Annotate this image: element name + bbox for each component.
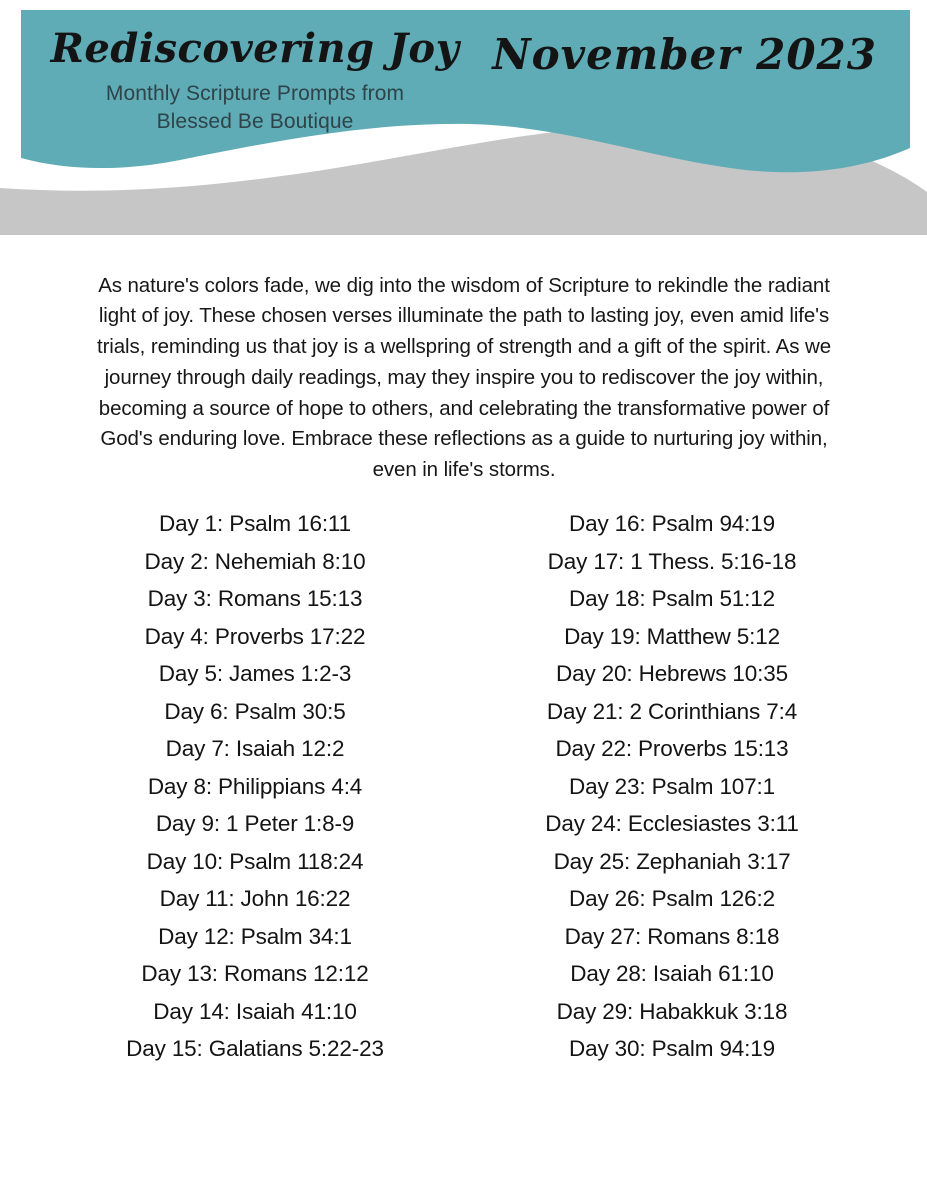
verse-list-item: Day 1: Psalm 16:11 — [159, 511, 351, 536]
verse-list-item: Day 26: Psalm 126:2 — [568, 886, 775, 911]
verse-list-item: Day 19: Matthew 5:12 — [564, 623, 780, 649]
verse-list-item: Day 3: Romans 15:13 — [147, 586, 363, 611]
verse-list-item: Day 22: Proverbs 15:13 — [555, 736, 789, 761]
verse-list-container — [60, 505, 867, 1068]
verse-list-item: Day 27: Romans 8:18 — [564, 923, 780, 949]
verse-list-item: Day 7: Isaiah 12:2 — [165, 736, 345, 761]
verse-list-item: Day 9: 1 Peter 1:8-9 — [155, 811, 355, 836]
verse-list-item: Day 14: Isaiah 41:10 — [153, 998, 357, 1024]
verse-list-item: Day 21: 2 Corinthians 7:4 — [546, 698, 798, 724]
verse-list-item: Day 17: 1 Thess. 5:16-18 — [547, 548, 797, 574]
issue-date: November 2023 — [492, 30, 877, 79]
verse-list-item: Day 24: Ecclesiastes 3:11 — [545, 811, 799, 836]
verse-list-item: Day 10: Psalm 118:24 — [146, 848, 364, 874]
verse-list-item: Day 4: Proverbs 17:22 — [144, 623, 366, 649]
header-banner — [0, 0, 927, 235]
verse-column-left — [60, 505, 450, 1068]
verse-list-item: Day 11: John 16:22 — [159, 886, 351, 911]
intro-paragraph: As nature's colors fade, we dig into the wisdom of Scripture to rekindle the radiant light of joy. These chosen verses illuminate the path to lasting joy, even amid life's trials, reminding us that joy is a wellspring of strength and a gift of the spirit. As we journey through daily readings, may they inspire you to rediscover the joy within, becoming a source of hope to others, and celebrating the transformative power of God's enduring love. Embrace these reflections as a guide to nurturing joy within, even in life's storms. — [96, 273, 831, 481]
verse-list-item: Day 15: Galatians 5:22-23 — [126, 1036, 384, 1061]
subtitle-line-1: Monthly Scripture Prompts from — [105, 82, 405, 105]
verse-list-item: Day 13: Romans 12:12 — [141, 961, 369, 986]
verse-list-item: Day 8: Philippians 4:4 — [147, 773, 363, 799]
verse-list-item: Day 28: Isaiah 61:10 — [570, 961, 774, 986]
verse-list-item: Day 20: Hebrews 10:35 — [556, 661, 788, 686]
verse-list-item: Day 25: Zephaniah 3:17 — [553, 848, 791, 874]
verse-list-item: Day 6: Psalm 30:5 — [164, 698, 346, 724]
verse-list-item: Day 18: Psalm 51:12 — [568, 586, 775, 611]
publication-title: Rediscovering Joy — [50, 25, 460, 72]
verse-list-item: Day 23: Psalm 107:1 — [568, 773, 775, 799]
verse-list-item: Day 30: Psalm 94:19 — [568, 1036, 775, 1061]
verse-list-item: Day 2: Nehemiah 8:10 — [144, 548, 366, 574]
header-text-layer — [0, 0, 927, 235]
verse-list-item: Day 16: Psalm 94:19 — [568, 511, 775, 536]
verse-list-item: Day 12: Psalm 34:1 — [158, 923, 352, 949]
verse-list-item: Day 5: James 1:2-3 — [158, 661, 352, 686]
masthead — [45, 25, 465, 136]
publication-subtitle — [45, 80, 465, 136]
subtitle-line-2: Blessed Be Boutique — [156, 110, 354, 134]
verse-column-right — [477, 505, 867, 1068]
verse-list-item: Day 29: Habakkuk 3:18 — [556, 998, 788, 1024]
